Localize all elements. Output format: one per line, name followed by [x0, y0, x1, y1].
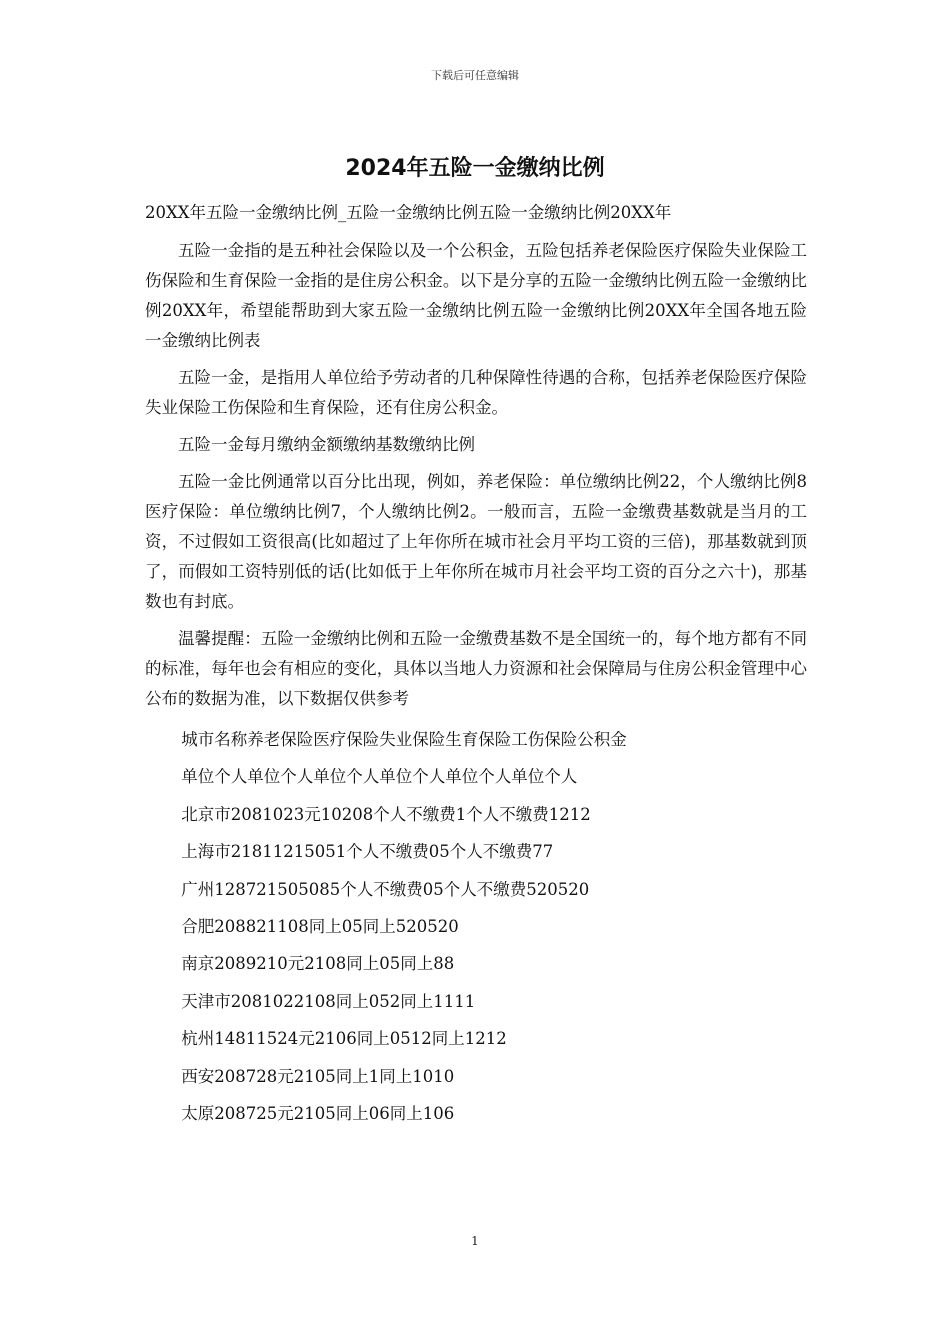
paragraph-heading: 五险一金每月缴纳金额缴纳基数缴纳比例 [178, 435, 475, 454]
page-header-note: 下载后可任意编辑 [431, 69, 519, 82]
paragraph-intro: 五险一金指的是五种社会保险以及一个公积金，五险包括养老保险医疗保险失业保险工伤保险和生育保险一金指的是住房公积金。以下是分享的五险一金缴纳比例五险一金缴纳比例20XX年，希望能帮助到大家五险一金缴纳比例五险一金缴纳比例20XX年全国各地五险一金缴纳比例表 [145, 241, 807, 350]
table-row: 太原208725元2105同上06同上106 [181, 1104, 455, 1124]
document-body [145, 198, 807, 1132]
table-row: 上海市21811215051个人不缴费05个人不缴费77 [181, 842, 554, 862]
paragraph-definition: 五险一金，是指用人单位给予劳动者的几种保障性待遇的合称，包括养老保险医疗保险失业保险工伤保险和生育保险，还有住房公积金。 [145, 368, 807, 417]
contribution-table [145, 721, 807, 1132]
table-subheader-row: 单位个人单位个人单位个人单位个人单位个人单位个人 [181, 767, 578, 787]
table-header-row: 城市名称养老保险医疗保险失业保险生育保险工伤保险公积金 [181, 730, 627, 749]
table-row: 南京2089210元2108同上05同上88 [181, 954, 455, 974]
paragraph-reminder: 温馨提醒：五险一金缴纳比例和五险一金缴费基数不是全国统一的，每个地方都有不同的标准，每年也会有相应的变化，具体以当地人力资源和社会保障局与住房公积金管理中心公布的数据为准，以下数据仅供参考 [145, 629, 807, 708]
table-row: 天津市2081022108同上052同上1111 [181, 991, 476, 1011]
document-subtitle: 20XX年五险一金缴纳比例_五险一金缴纳比例五险一金缴纳比例20XX年 [145, 203, 672, 222]
table-row: 北京市2081023元10208个人不缴费1个人不缴费1212 [181, 804, 591, 824]
document-title: 2024年五险一金缴纳比例 [345, 156, 605, 181]
table-row: 杭州14811524元2106同上0512同上1212 [181, 1029, 507, 1049]
table-row: 合肥208821108同上05同上520520 [181, 917, 459, 937]
table-row: 广州128721505085个人不缴费05个人不缴费520520 [181, 879, 590, 899]
paragraph-ratio-explanation: 五险一金比例通常以百分比出现，例如，养老保险：单位缴纳比例22，个人缴纳比例8医疗保险：单位缴纳比例7，个人缴纳比例2。一般而言，五险一金缴费基数就是当月的工资，不过假如工资很高(比如超过了上年你所在城市社会月平均工资的三倍)，那基数就到顶了，而假如工资特别低的话(比如低于上年你所在城市月社会平均工资的百分之六十)，那基数也有封底。 [145, 472, 807, 611]
page-number: 1 [471, 1234, 479, 1248]
table-row: 西安208728元2105同上1同上1010 [181, 1066, 455, 1086]
